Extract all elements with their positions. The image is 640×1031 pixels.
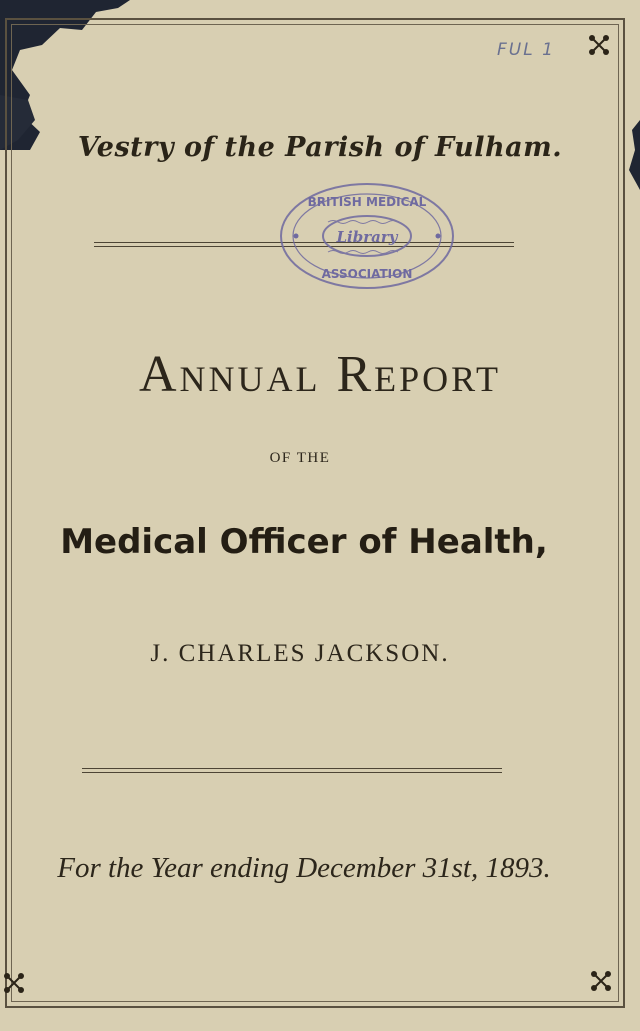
year-line: For the Year ending December 31st, 1893. (57, 852, 551, 884)
stamp-bottom-text: ASSOCIATION (321, 267, 413, 281)
author-name: J. CHARLES JACKSON. (150, 640, 450, 667)
fleuron-icon (588, 34, 610, 56)
stamp-center-text: Library (336, 228, 398, 246)
vestry-heading: Vestry of the Parish of Fulham. (77, 132, 563, 163)
report-title: Annual Report (138, 346, 502, 403)
divider-rule-bottom (82, 768, 502, 769)
fleuron-icon (3, 972, 25, 994)
report-subtitle: Medical Officer of Health, (60, 522, 548, 562)
divider-rule-bottom-second (82, 772, 502, 773)
handwritten-note: FUL 1 (497, 40, 555, 60)
fleuron-icon (590, 970, 612, 992)
stamp-top-text: BRITISH MEDICAL (307, 195, 427, 209)
library-stamp (278, 180, 456, 292)
of-the-label: OF THE (269, 450, 331, 466)
